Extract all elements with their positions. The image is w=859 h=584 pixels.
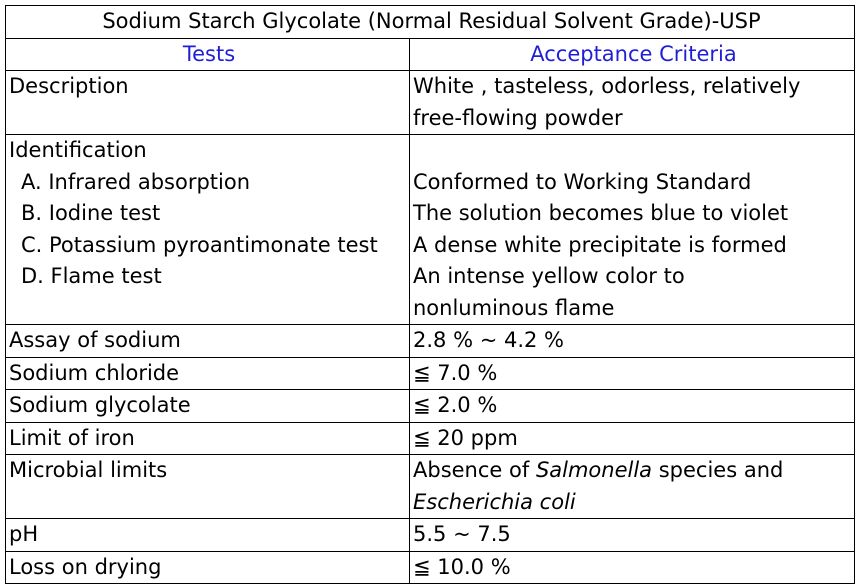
criteria-microbial-limits — [410, 455, 855, 519]
table-row — [6, 422, 855, 455]
spacer — [413, 135, 854, 167]
criteria-text: Absence of — [413, 458, 536, 482]
criteria-limit-iron: ≦ 20 ppm — [410, 422, 855, 455]
criteria-line: nonluminous flame — [413, 295, 615, 320]
table-row — [6, 519, 855, 552]
table-row — [6, 71, 855, 135]
subtest: C. Potassium pyroantimonate test — [21, 232, 378, 257]
criteria-line: The solution becomes blue to violet — [413, 201, 789, 225]
criteria-ph: 5.5 ~ 7.5 — [410, 519, 855, 552]
table-row — [6, 357, 855, 390]
criteria-sodium-glycolate: ≦ 2.0 % — [410, 390, 855, 423]
test-limit-iron: Limit of iron — [6, 422, 410, 455]
table-row — [6, 325, 855, 358]
test-microbial-limits: Microbial limits — [6, 455, 410, 519]
subtest: D. Flame test — [21, 264, 162, 288]
criteria-line: An intense yellow color to — [413, 264, 685, 288]
criteria-identification — [410, 135, 855, 325]
table-row — [6, 455, 855, 519]
criteria-line — [413, 455, 854, 487]
table-row — [6, 390, 855, 423]
criteria-sodium-chloride: ≦ 7.0 % — [410, 357, 855, 390]
subtest: A. Infrared absorption — [21, 169, 251, 194]
organism-name: Escherichia coli — [413, 489, 576, 514]
test-loss-on-drying: Loss on drying — [6, 551, 410, 584]
test-ph: pH — [6, 519, 410, 552]
header-acceptance-criteria: Acceptance Criteria — [410, 38, 855, 71]
criteria-line: A dense white precipitate is formed — [413, 232, 787, 257]
criteria-line: White , tasteless, odorless, relatively — [413, 74, 801, 98]
test-sodium-chloride: Sodium chloride — [6, 357, 410, 390]
test-identification — [6, 135, 410, 325]
criteria-line: free-flowing powder — [413, 105, 623, 130]
criteria-loss-on-drying: ≦ 10.0 % — [410, 551, 855, 584]
table-title: Sodium Starch Glycolate (Normal Residual Solvent Grade)-USP — [6, 6, 855, 39]
test-label: Identification — [9, 138, 147, 162]
criteria-line: Conformed to Working Standard — [413, 169, 752, 194]
test-assay-sodium: Assay of sodium — [6, 325, 410, 358]
test-description: Description — [6, 71, 410, 135]
criteria-text: species and — [652, 458, 784, 482]
header-tests: Tests — [6, 38, 410, 71]
table-row — [6, 135, 855, 325]
criteria-assay-sodium: 2.8 % ~ 4.2 % — [410, 325, 855, 358]
table-row — [6, 551, 855, 584]
criteria-description — [410, 71, 855, 135]
criteria-line — [413, 487, 854, 519]
test-sodium-glycolate: Sodium glycolate — [6, 390, 410, 423]
specification-table — [5, 5, 855, 584]
subtest: B. Iodine test — [21, 201, 161, 225]
organism-name: Salmonella — [535, 458, 653, 482]
